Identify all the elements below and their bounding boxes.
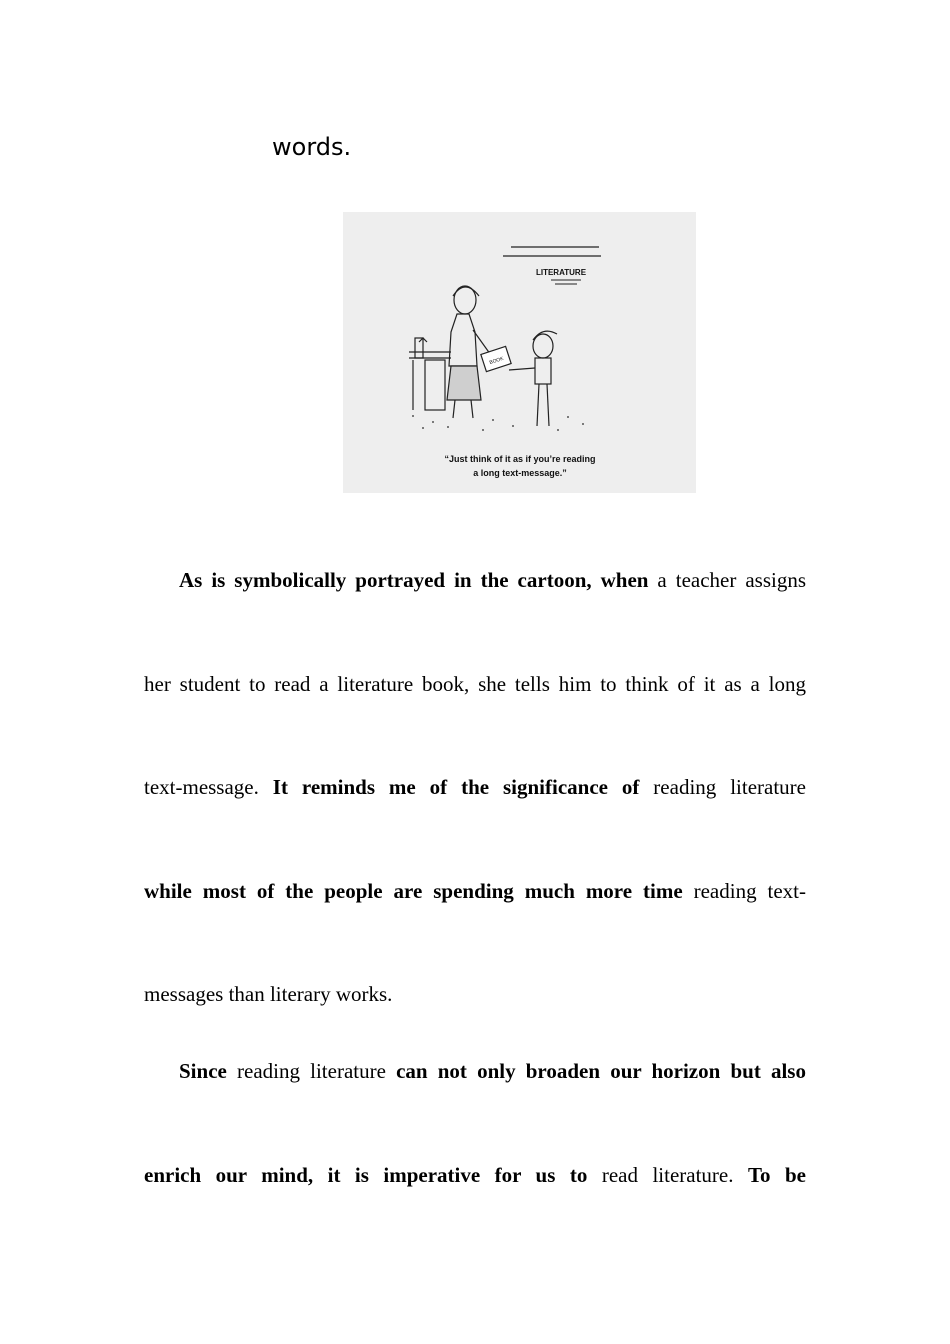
cartoon-figure xyxy=(343,212,696,493)
cartoon-illustration xyxy=(343,212,696,493)
paragraph-1-line-4: while most of the people are spending much more time reading text- xyxy=(144,879,806,903)
paragraph-1-line-5: messages than literary works. xyxy=(144,982,393,1006)
paragraph-1-line-1: As is symbolically portrayed in the cartoon, when a teacher assigns xyxy=(179,568,807,592)
paragraph-1-line-3: text-message. It reminds me of the significance of reading literature xyxy=(144,775,806,799)
fragment-word: words. xyxy=(272,133,352,161)
svg-text:BOOK: BOOK xyxy=(488,355,505,366)
paragraph-2 xyxy=(144,1056,806,1196)
paragraph-2-line-1: Since reading literature can not only broaden our horizon but also xyxy=(179,1059,806,1083)
cartoon-caption: “Just think of it as if you’re reading a long text-message.” xyxy=(444,454,596,478)
literature-sign: LITERATURE xyxy=(535,268,587,277)
paragraph-1 xyxy=(144,565,806,1025)
paragraph-1-line-2: her student to read a literature book, she tells him to think of it as a long xyxy=(144,672,806,696)
paragraph-2-line-2: enrich our mind, it is imperative for us to read literature. To be xyxy=(144,1163,806,1187)
